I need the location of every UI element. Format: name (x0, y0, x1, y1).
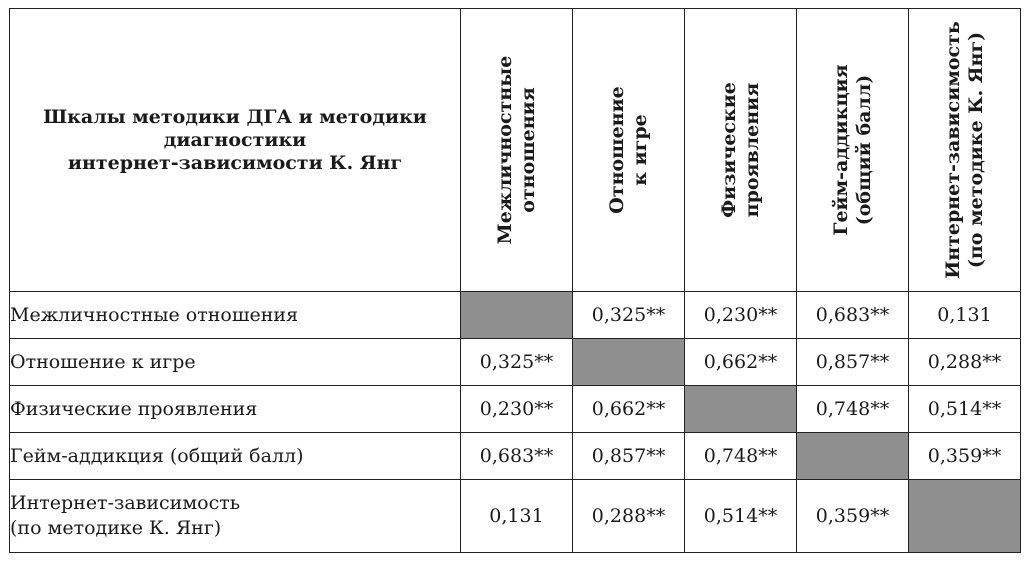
value-cell: 0,288** (909, 339, 1021, 386)
diagonal-cell (461, 292, 573, 339)
value-cell: 0,230** (461, 386, 573, 433)
column-header-line1: Гейм-аддикция (829, 64, 852, 236)
column-header-line2: отношения (516, 87, 539, 213)
corner-header (10, 9, 461, 292)
column-header-physical (685, 9, 797, 292)
value-cell: 0,359** (909, 433, 1021, 480)
diagonal-cell (909, 480, 1021, 553)
column-header-interpersonal (461, 9, 573, 292)
column-header-game-addiction (797, 9, 909, 292)
value-cell: 0,857** (797, 339, 909, 386)
row-label (10, 386, 461, 433)
table-row (10, 480, 1021, 553)
column-header-game-attitude (573, 9, 685, 292)
diagonal-cell (573, 339, 685, 386)
value-cell: 0,662** (685, 339, 797, 386)
value-cell: 0,748** (685, 433, 797, 480)
value-cell: 0,325** (573, 292, 685, 339)
column-header-line1: Интернет-зависимость (941, 21, 964, 279)
corner-header-line1: Шкалы методики ДГА и методики (43, 105, 427, 128)
column-header-line2: (по методике К. Янг) (964, 31, 987, 269)
value-cell: 0,514** (685, 480, 797, 553)
row-label-text: Интернет-зависимость (10, 492, 241, 514)
value-cell: 0,131 (461, 480, 573, 553)
column-header-line1: Физические (717, 82, 740, 218)
column-header-line1: Межличностные (493, 55, 516, 245)
value-cell: 0,325** (461, 339, 573, 386)
row-label-text-line2: (по методике К. Янг) (10, 517, 222, 539)
column-header-line2: (общий балл) (852, 74, 875, 226)
row-label-text: Межличностные отношения (10, 303, 299, 326)
value-cell: 0,748** (797, 386, 909, 433)
corner-header-line3: интернет-зависимости К. Янг (67, 151, 403, 174)
column-header-line1: Отношение (605, 86, 628, 214)
corner-header-line2: диагностики (163, 128, 307, 151)
row-label-text: Отношение к игре (10, 350, 196, 373)
column-header-internet-addiction (909, 9, 1021, 292)
row-label (10, 292, 461, 339)
row-label (10, 433, 461, 480)
row-label-text: Физические проявления (10, 397, 258, 420)
value-cell: 0,857** (573, 433, 685, 480)
header-row (10, 9, 1021, 292)
table-row (10, 386, 1021, 433)
correlation-table (9, 8, 1021, 553)
diagonal-cell (797, 433, 909, 480)
diagonal-cell (685, 386, 797, 433)
table-row (10, 292, 1021, 339)
value-cell: 0,359** (797, 480, 909, 553)
value-cell: 0,514** (909, 386, 1021, 433)
row-label (10, 339, 461, 386)
value-cell: 0,131 (909, 292, 1021, 339)
row-label-text: Гейм-аддикция (общий балл) (10, 444, 304, 467)
table-row (10, 339, 1021, 386)
value-cell: 0,683** (797, 292, 909, 339)
value-cell: 0,230** (685, 292, 797, 339)
column-header-line2: к игре (628, 114, 651, 186)
value-cell: 0,683** (461, 433, 573, 480)
row-label (10, 480, 461, 553)
column-header-line2: проявления (740, 82, 763, 218)
value-cell: 0,662** (573, 386, 685, 433)
table-row (10, 433, 1021, 480)
value-cell: 0,288** (573, 480, 685, 553)
